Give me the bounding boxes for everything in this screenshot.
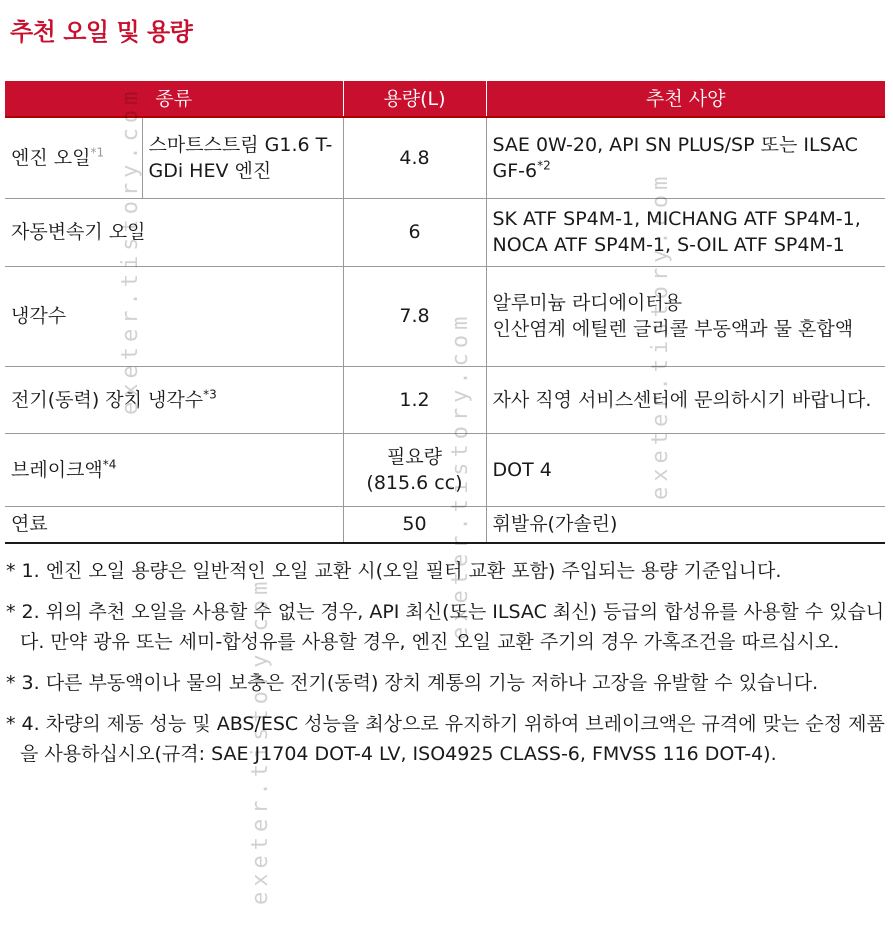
row-capacity: 1.2 bbox=[343, 366, 486, 433]
footnote-ref: *3 bbox=[203, 387, 217, 402]
table-row-brake-fluid bbox=[5, 433, 885, 506]
row-name: 브레이크액$^{*4}$ bbox=[5, 433, 343, 506]
footnote-4: * 4. 차량의 제동 성능 및 ABS/ESC 성능을 최상으로 유지하기 위하여 브레이크액은 규격에 맞는 순정 제품을 사용하십시오(규격: SAE J1704 DOT-4 LV, ISO4925 CLASS-6, FMVSS 116 DOT-4). bbox=[6, 713, 885, 765]
table-row-fuel bbox=[5, 506, 885, 543]
watermark: exeter.tistory.com bbox=[118, 86, 143, 415]
watermark: exeter.tistory.com bbox=[448, 311, 473, 640]
row-spec: DOT 4 bbox=[486, 433, 885, 506]
row-name: 연료 bbox=[5, 506, 343, 543]
footnote-2: * 2. 위의 추천 오일을 사용할 수 없는 경우, API 최신(또는 ILSAC 최신) 등급의 합성유를 사용할 수 있습니다. 만약 광유 또는 세미-합성유를 사용할 경우, 엔진 오일 교환 주기의 경우 가혹조건을 따르십시오. bbox=[6, 601, 885, 653]
row-spec: 알루미늄 라디에이터용 인산염계 에틸렌 글리콜 부동액과 물 혼합액 bbox=[486, 266, 885, 366]
row-name: 냉각수 bbox=[5, 266, 343, 366]
header-type: 종류 bbox=[5, 81, 343, 117]
header-capacity: 용량(L) bbox=[343, 81, 486, 117]
footnote-ref: *1 bbox=[90, 145, 105, 160]
row-name: 자동변속기 오일 bbox=[5, 198, 343, 266]
row-name: 엔진 오일$^{*1}$ bbox=[5, 117, 142, 198]
footnote-ref: *4 bbox=[102, 457, 117, 472]
page-title: 추천 오일 및 용량 bbox=[10, 18, 193, 46]
header-spec: 추천 사양 bbox=[486, 81, 885, 117]
row-spec: 자사 직영 서비스센터에 문의하시기 바랍니다. bbox=[486, 366, 885, 433]
watermark: exeter.tistory.com bbox=[648, 171, 673, 500]
row-spec: SK ATF SP4M-1, MICHANG ATF SP4M-1, NOCA ATF SP4M-1, S-OIL ATF SP4M-1 bbox=[486, 198, 885, 266]
row-spec: SAE 0W-20, API SN PLUS/SP 또는 ILSAC GF-6$^{*2}$ bbox=[486, 117, 885, 198]
footnotes bbox=[6, 556, 886, 780]
footnote-ref: *2 bbox=[537, 158, 551, 173]
row-capacity: 필요량 (815.6 cc) bbox=[343, 433, 486, 506]
row-subname: 스마트스트림 G1.6 T-GDi HEV 엔진 bbox=[142, 117, 343, 198]
row-capacity: 50 bbox=[343, 506, 486, 543]
footnote-1: * 1. 엔진 오일 용량은 일반적인 오일 교환 시(오일 필터 교환 포함) 주입되는 용량 기준입니다. bbox=[6, 560, 782, 582]
row-capacity: 6 bbox=[343, 198, 486, 266]
row-name: 전기(동력) 장치 냉각수$^{*3}$ bbox=[5, 366, 343, 433]
row-spec: 휘발유(가솔린) bbox=[486, 506, 885, 543]
row-capacity: 7.8 bbox=[343, 266, 486, 366]
watermark: exeter.tistory.com bbox=[248, 576, 273, 905]
row-capacity: 4.8 bbox=[343, 117, 486, 198]
footnote-3: * 3. 다른 부동액이나 물의 보충은 전기(동력) 장치 계통의 기능 저하나 고장을 유발할 수 있습니다. bbox=[6, 672, 819, 694]
